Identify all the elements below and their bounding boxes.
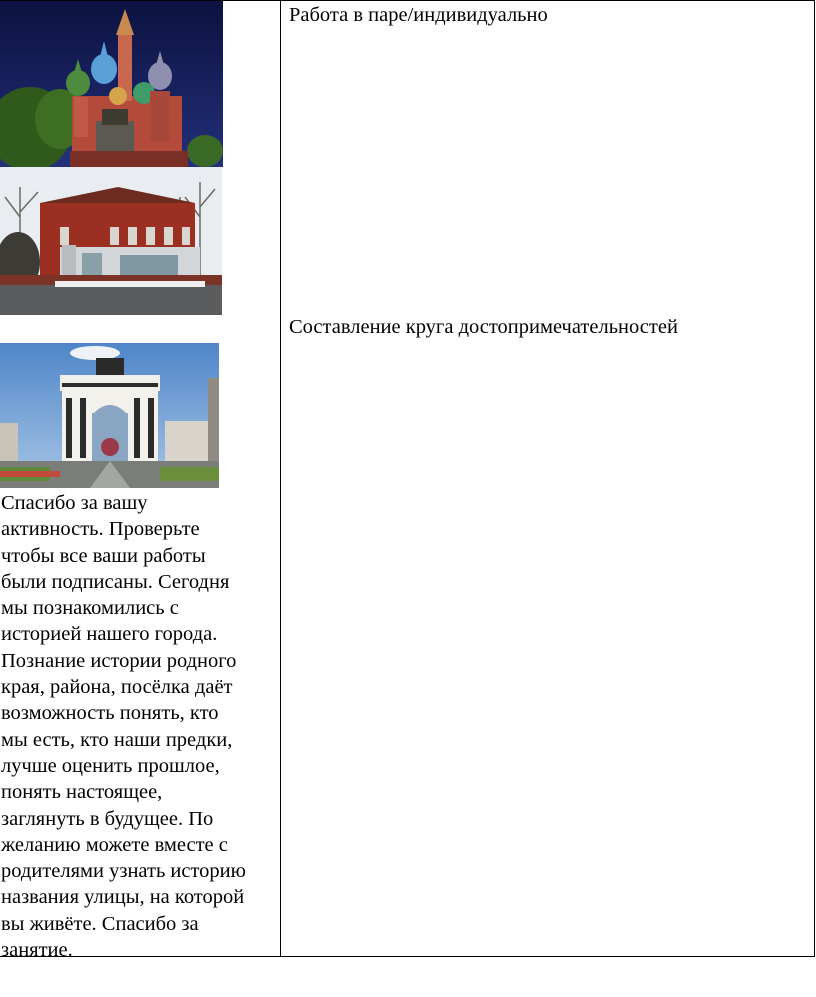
column-divider <box>280 0 281 957</box>
activity-label: Составление круга достопримечательностей <box>289 316 678 338</box>
st-basil-cathedral-photo <box>0 1 223 167</box>
closing-message: Спасибо за вашу активность. Проверьте чтобы все ваши работы были подписаны. Сегодня мы познакомились с историей нашего города. Познание истории родного края, района, посёлка даёт возможность понять, кто мы есть, кто наши предки, лучше оценить прошлое, понять настоящее, заглянуть в будущее. По желанию можете вместе с родителями узнать историю названия улицы, на которой вы живёте. Спасибо за занятие. <box>1 492 246 962</box>
triumphal-arch-photo <box>0 343 219 488</box>
work-mode-label: Работа в паре/индивидуально <box>289 4 548 26</box>
red-brick-building-photo <box>0 167 222 315</box>
